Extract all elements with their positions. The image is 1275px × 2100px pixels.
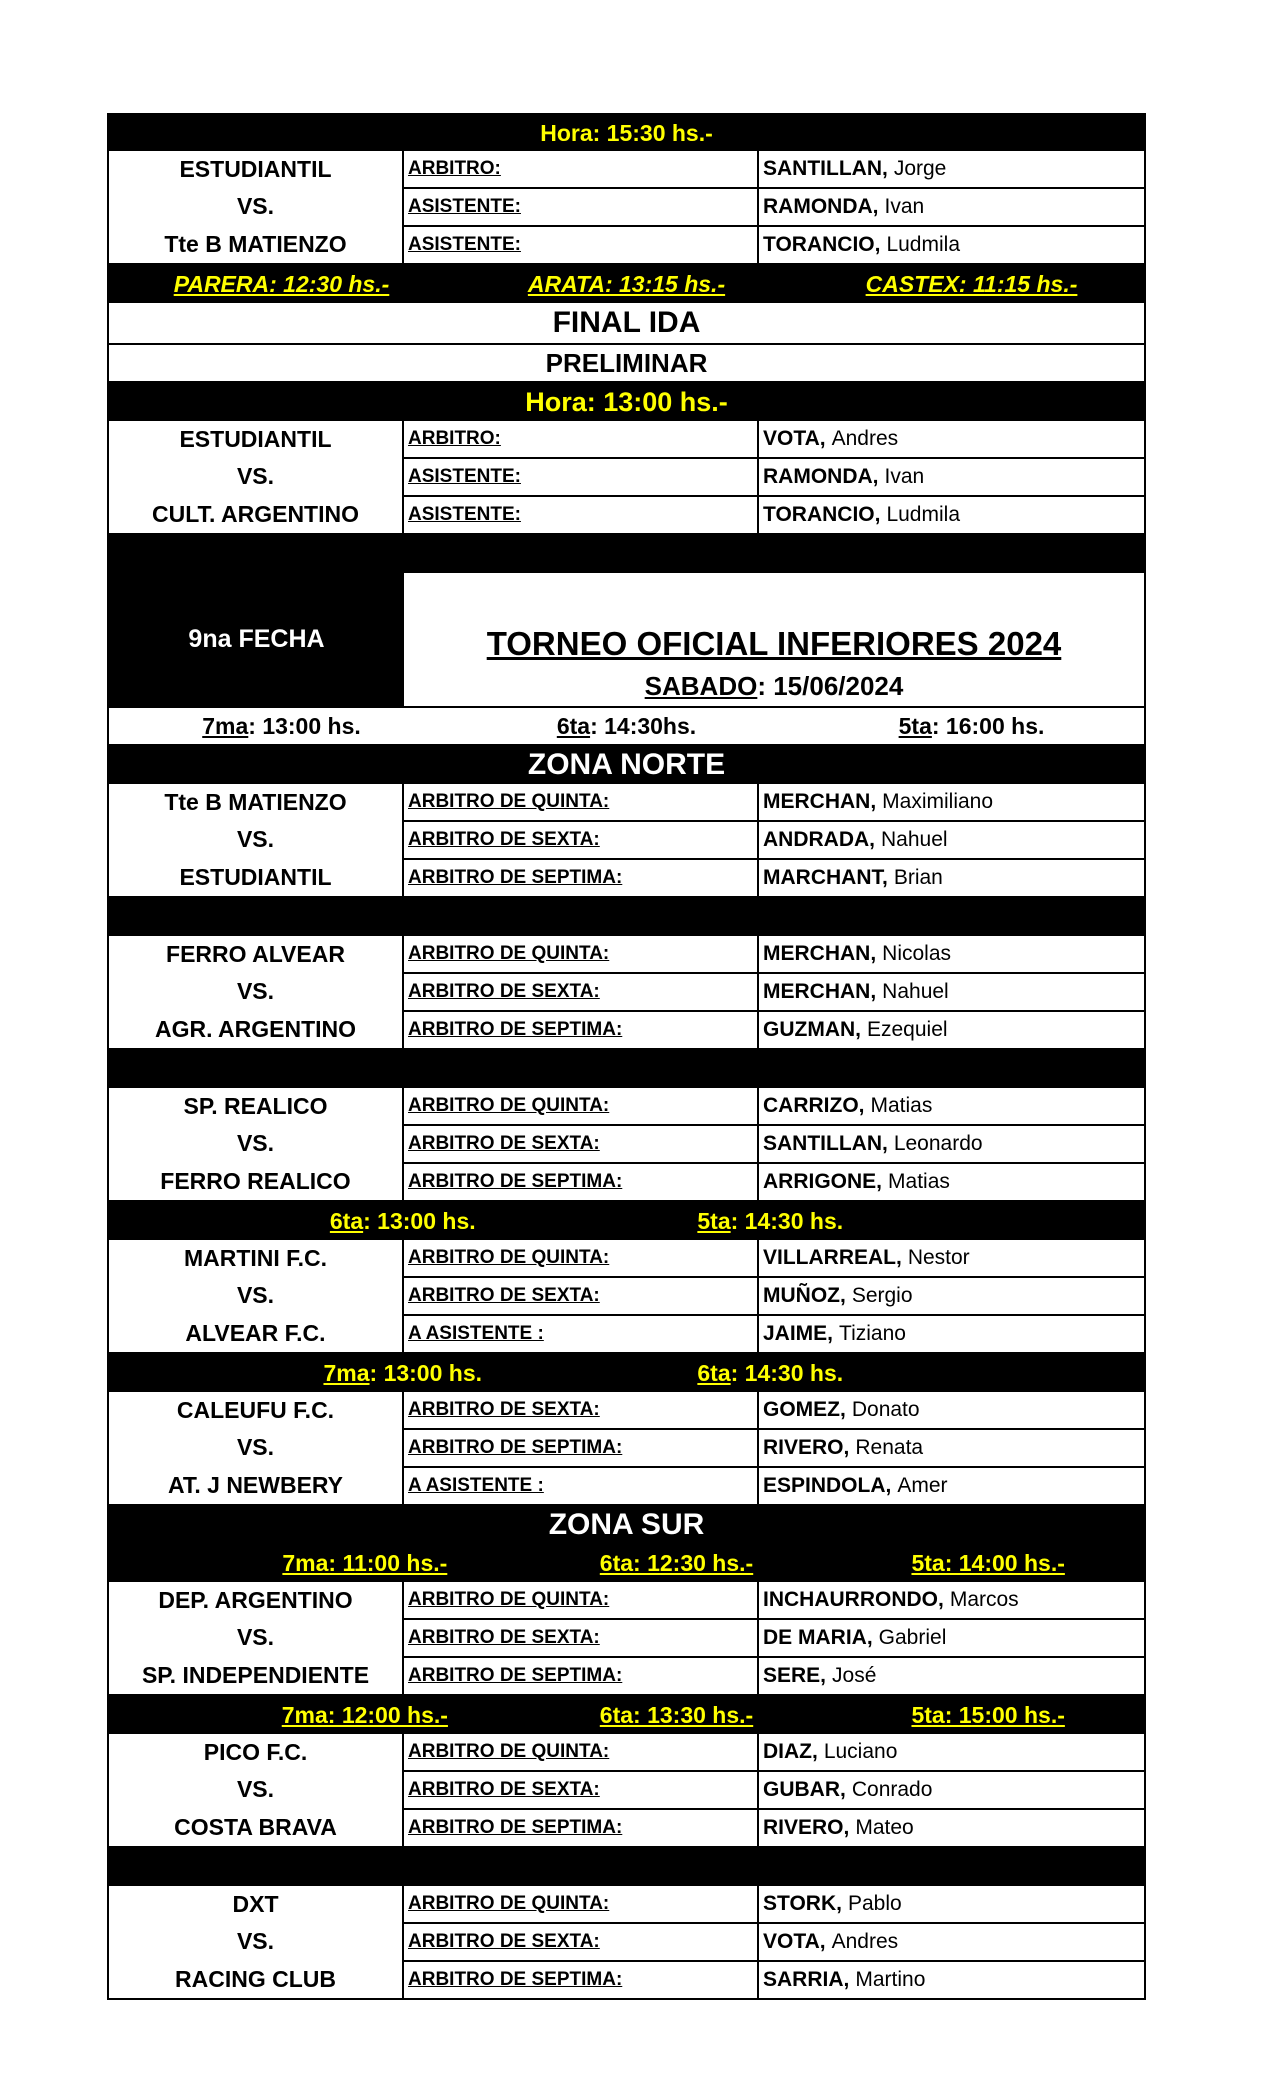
vs-label: VS. [236,978,275,1005]
role-label: ASISTENTE: [408,504,521,525]
category-time: 5ta: 14:30 hs. [697,1207,844,1234]
spacer-bar [107,1848,1146,1886]
role-label: ARBITRO DE SEPTIMA: [408,1019,623,1040]
spacer-bar [107,1050,1146,1088]
referee: MERCHAN, Nahuel [759,974,1144,1012]
role-label: ARBITRO DE SEPTIMA: [408,1817,623,1838]
time-bar [107,1544,1146,1582]
time-bar [107,1696,1146,1734]
category-time: 6ta: 14:30 hs. [697,1359,844,1386]
category-time: 7ma: 11:00 hs.- [282,1549,448,1576]
referee: SANTILLAN, Jorge [759,151,1144,189]
home-team: DEP. ARGENTINO [158,1587,353,1614]
role-label: ARBITRO DE SEPTIMA: [404,1430,757,1468]
role-label: ARBITRO DE QUINTA: [404,784,757,822]
role-label: ARBITRO DE SEXTA: [404,1126,757,1164]
match-block [107,784,1146,898]
referee: STORK, Pablo [759,1886,1144,1924]
match-block [107,1886,1146,2000]
role-label: ARBITRO DE SEPTIMA: [408,1969,623,1990]
referee: ESPINDOLA, Amer [763,1474,948,1497]
referee: CARRIZO, Matias [759,1088,1144,1126]
hora-label: Hora: 15:30 hs.- [540,119,713,146]
match-block [107,421,1146,535]
category-time: 5ta: 16:00 hs. [898,712,1045,739]
match-block [107,1392,1146,1506]
referee: RIVERO, Mateo [763,1816,914,1839]
referee: SERE, José [763,1664,877,1687]
vs-label: VS. [236,193,275,220]
home-team: Tte B MATIENZO [164,789,347,816]
role-label: ARBITRO: [404,151,757,189]
role-label: ARBITRO: [404,421,757,459]
fecha-label: 9na FECHA [109,573,404,706]
role-label: ASISTENTE: [404,459,757,497]
role-label: ARBITRO DE SEXTA: [404,1772,757,1810]
final-ida-title: FINAL IDA [107,303,1146,345]
role-label: ARBITRO DE QUINTA: [404,1582,757,1620]
referee: JAIME, Tiziano [763,1322,906,1345]
home-team: ESTUDIANTIL [179,426,332,453]
role-label: ARBITRO DE SEXTA: [404,974,757,1012]
category-time: 6ta: 13:00 hs. [329,1207,476,1234]
tournament-title: TORNEO OFICIAL INFERIORES 2024 [486,625,1062,662]
away-team: COSTA BRAVA [174,1813,337,1840]
referee: VOTA, Andres [759,421,1144,459]
role-label: ASISTENTE: [404,189,757,227]
vs-label: VS. [236,463,275,490]
role-label: ARBITRO DE QUINTA: [404,1240,757,1278]
category-time: 5ta: 14:00 hs.- [911,1549,1065,1576]
role-label: ARBITRO DE QUINTA: [404,1886,757,1924]
match-block [107,151,1146,265]
referee: SARRIA, Martino [763,1968,926,1991]
match-block [107,936,1146,1050]
hora-label: Hora: 13:00 hs.- [525,386,728,417]
time-bar [107,383,1146,421]
role-label: ARBITRO DE SEPTIMA: [408,1171,623,1192]
away-team: ALVEAR F.C. [185,1319,326,1346]
home-team: DXT [232,1891,279,1918]
home-team: PICO F.C. [203,1739,308,1766]
time-bar [107,1354,1146,1392]
referee: RIVERO, Renata [759,1430,1144,1468]
role-label: ARBITRO DE SEXTA: [404,1278,757,1316]
home-team: FERRO ALVEAR [166,941,345,968]
vs-label: VS. [236,1776,275,1803]
role-label: ARBITRO DE SEPTIMA: [408,867,623,888]
away-team: AGR. ARGENTINO [154,1015,357,1042]
away-team: SP. INDEPENDIENTE [141,1661,370,1688]
away-team: ESTUDIANTIL [179,863,332,890]
category-time: 6ta: 14:30hs. [556,712,697,739]
role-label: ARBITRO DE QUINTA: [404,936,757,974]
referee: GUBAR, Conrado [759,1772,1144,1810]
referee: RAMONDA, Ivan [759,189,1144,227]
role-label: ARBITRO DE SEXTA: [404,1392,757,1430]
referee: GOMEZ, Donato [759,1392,1144,1430]
role-label: ARBITRO DE QUINTA: [404,1734,757,1772]
referee: GUZMAN, Ezequiel [763,1018,948,1041]
away-team: CULT. ARGENTINO [152,500,359,527]
referee: MARCHANT, Brian [763,866,943,889]
category-time: 6ta: 12:30 hs.- [599,1549,754,1576]
away-team: AT. J NEWBERY [167,1471,344,1498]
referee: RAMONDA, Ivan [759,459,1144,497]
match-date: SABADO: 15/06/2024 [644,671,904,701]
match-block [107,1240,1146,1354]
category-time: 7ma: 13:00 hs. [202,712,361,739]
category-time: 6ta: 13:30 hs.- [599,1701,754,1728]
role-label: ARBITRO DE SEXTA: [404,1924,757,1962]
zona-sur-header: ZONA SUR [107,1506,1146,1544]
fixture-sheet [107,113,1146,2000]
referee: MUÑOZ, Sergio [759,1278,1144,1316]
referee: VOTA, Andres [759,1924,1144,1962]
role-label: ASISTENTE: [408,234,521,255]
referee: INCHAURRONDO, Marcos [759,1582,1144,1620]
referee: TORANCIO, Ludmila [763,503,960,526]
home-team: SP. REALICO [183,1093,328,1120]
spacer-bar [107,535,1146,573]
role-label: A ASISTENTE : [408,1475,544,1496]
time-bar [107,113,1146,151]
home-team: MARTINI F.C. [183,1245,328,1272]
vs-label: VS. [236,1130,275,1157]
category-times [107,708,1146,746]
match-block [107,1734,1146,1848]
vs-label: VS. [236,1624,275,1651]
match-block [107,1088,1146,1202]
away-team: Tte B MATIENZO [164,230,347,257]
away-team: RACING CLUB [175,1965,336,1992]
match-block [107,1582,1146,1696]
category-time: 7ma: 12:00 hs.- [281,1701,448,1728]
venue: ARATA: 13:15 hs.- [527,270,726,297]
referee: DIAZ, Luciano [759,1734,1144,1772]
category-time: 7ma: 13:00 hs. [323,1359,483,1386]
away-team: FERRO REALICO [160,1167,351,1194]
category-time: 5ta: 15:00 hs.- [911,1701,1065,1728]
preliminar-title: PRELIMINAR [107,345,1146,383]
role-label: ARBITRO DE SEXTA: [404,1620,757,1658]
referee: DE MARIA, Gabriel [759,1620,1144,1658]
vs-label: VS. [236,1928,275,1955]
role-label: ARBITRO DE QUINTA: [404,1088,757,1126]
venue: CASTEX: 11:15 hs.- [865,270,1078,297]
role-label: A ASISTENTE : [408,1323,544,1344]
vs-label: VS. [236,826,275,853]
time-bar [107,1202,1146,1240]
role-label: ARBITRO DE SEPTIMA: [408,1665,623,1686]
referee: SANTILLAN, Leonardo [759,1126,1144,1164]
home-team: ESTUDIANTIL [179,156,332,183]
role-label: ARBITRO DE SEXTA: [404,822,757,860]
venue: PARERA: 12:30 hs.- [173,270,390,297]
zona-norte-header: ZONA NORTE [107,746,1146,784]
vs-label: VS. [236,1434,275,1461]
referee: VILLARREAL, Nestor [759,1240,1144,1278]
venues-bar [107,265,1146,303]
spacer-bar [107,898,1146,936]
referee: MERCHAN, Nicolas [759,936,1144,974]
referee: ARRIGONE, Matias [763,1170,950,1193]
referee: MERCHAN, Maximiliano [759,784,1144,822]
home-team: CALEUFU F.C. [176,1397,335,1424]
vs-label: VS. [236,1282,275,1309]
tournament-header [107,573,1146,708]
referee: TORANCIO, Ludmila [763,233,960,256]
referee: ANDRADA, Nahuel [759,822,1144,860]
